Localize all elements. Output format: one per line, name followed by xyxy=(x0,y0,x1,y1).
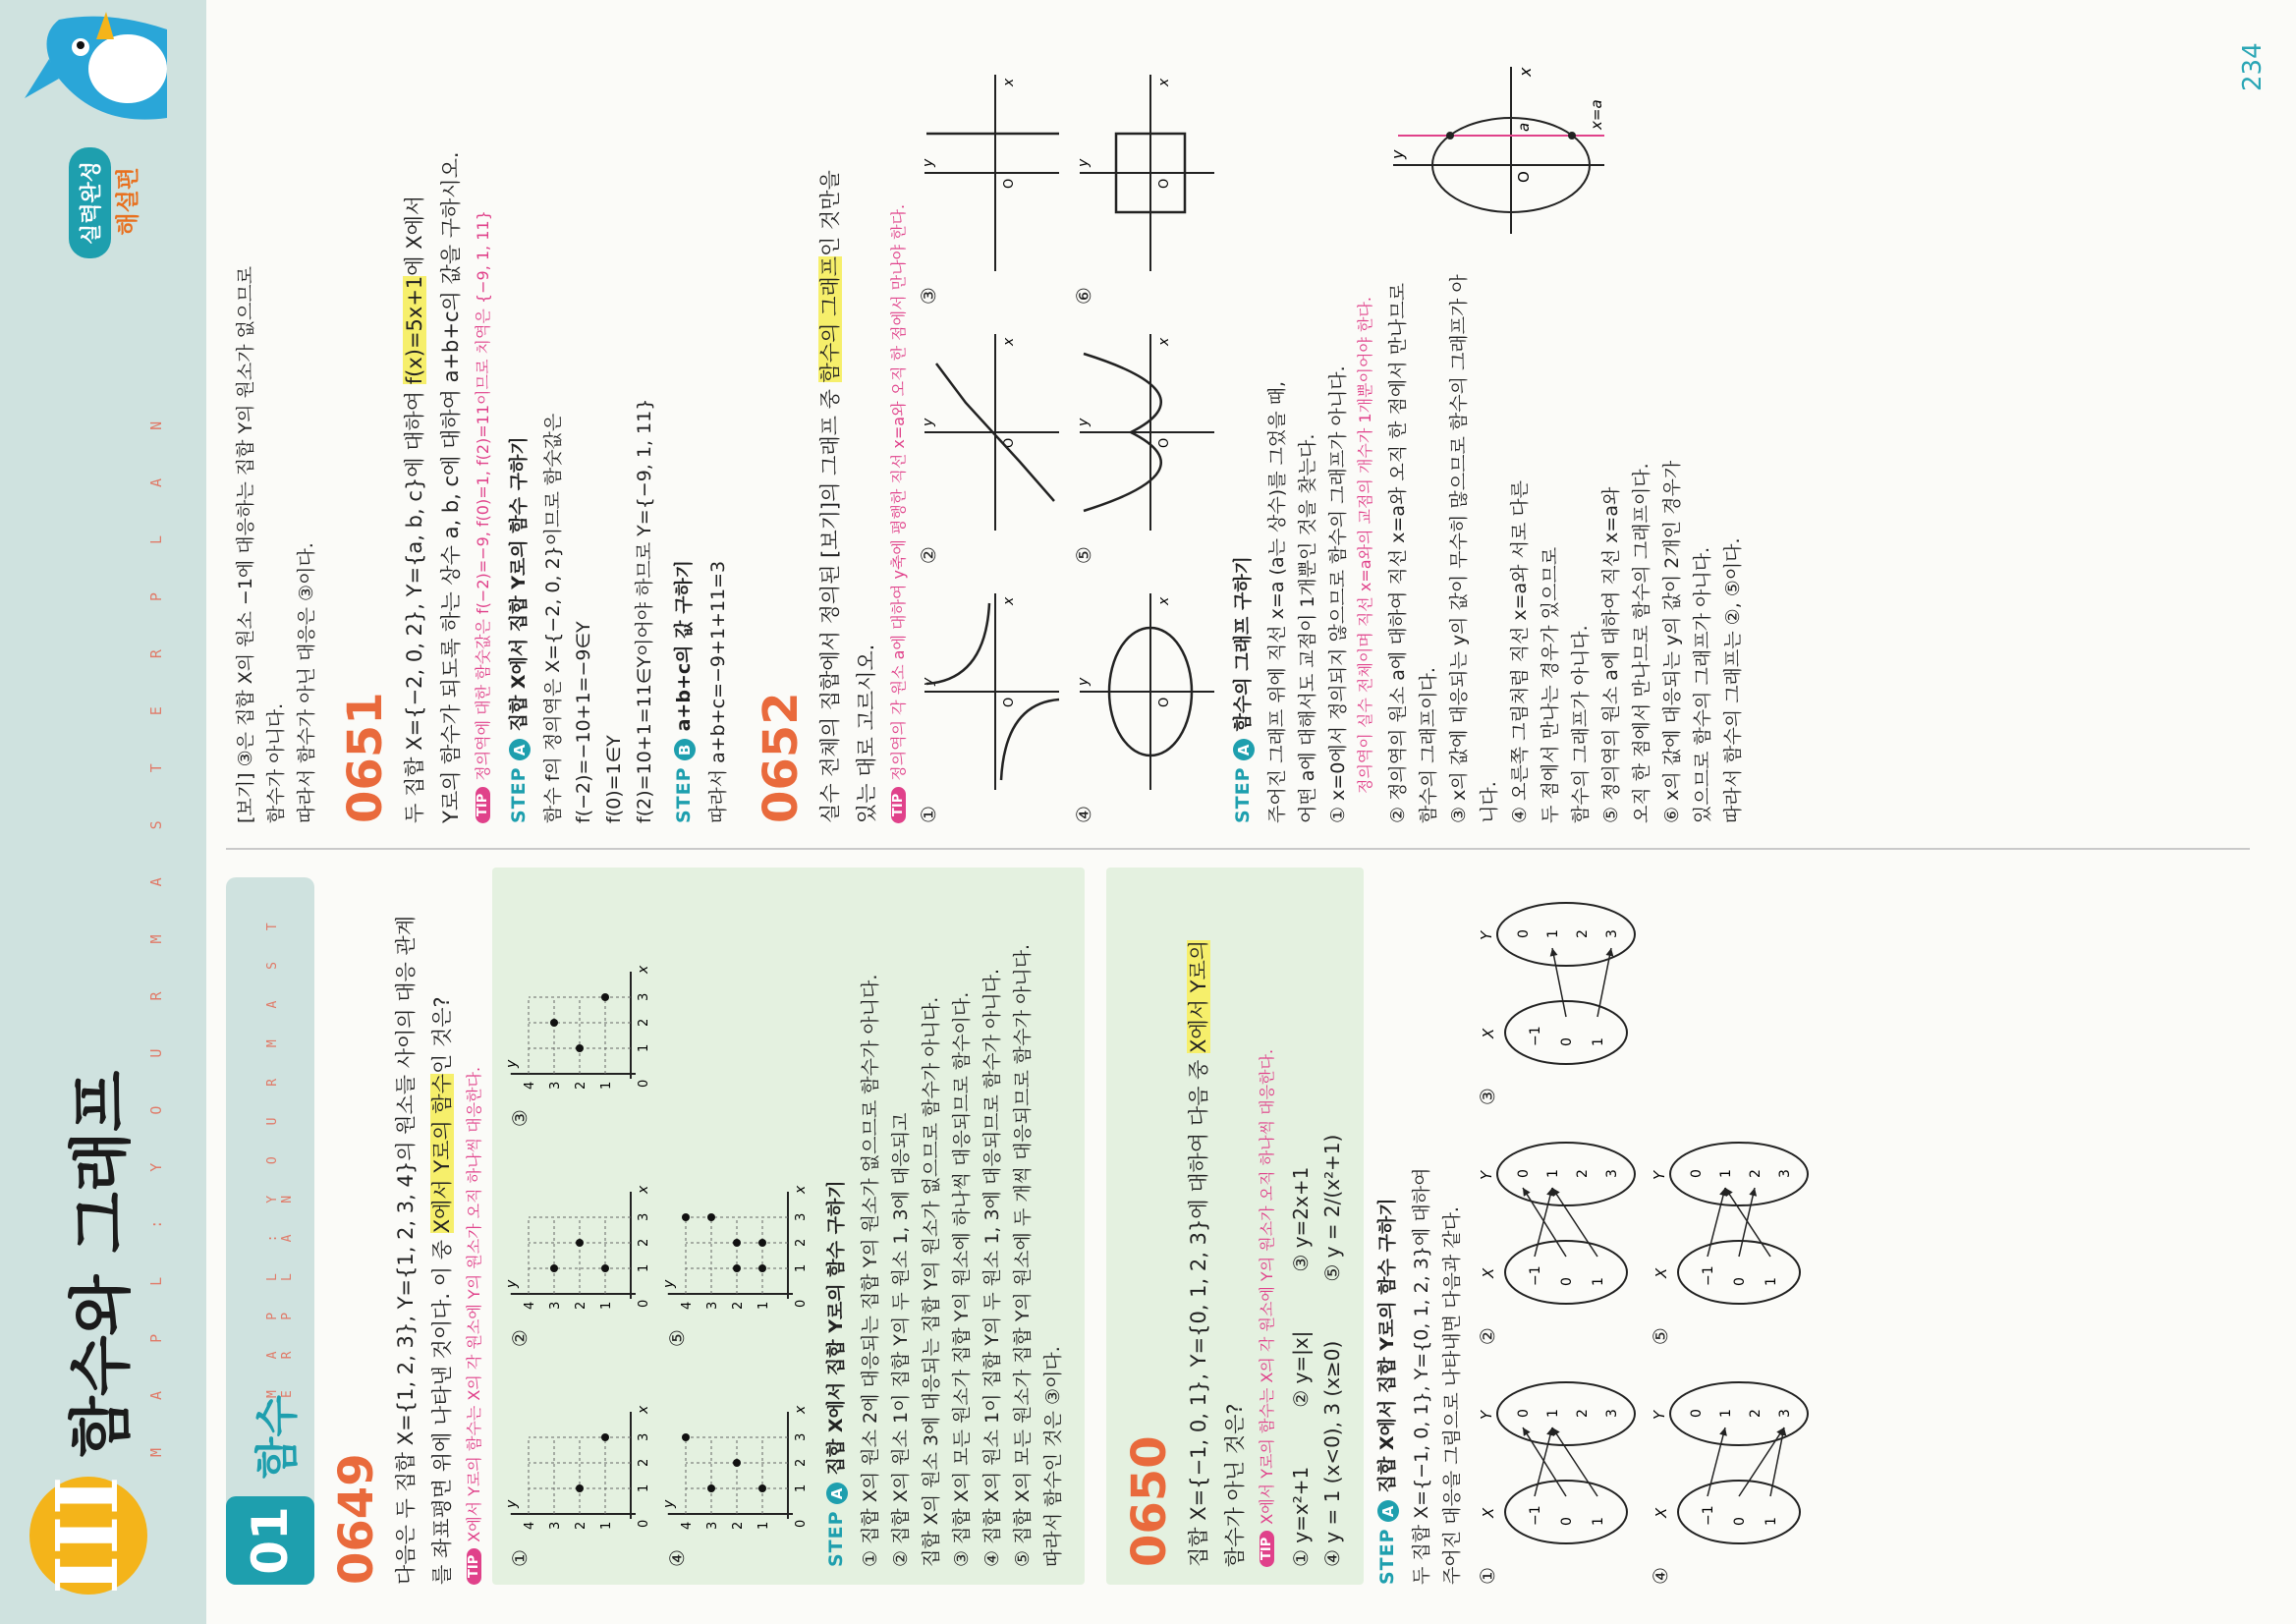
badge-sub-label: 해설편 xyxy=(114,167,141,236)
svg-text:1: 1 xyxy=(1545,1409,1561,1419)
highlight: f(x)=5x+1 xyxy=(403,275,426,385)
svg-text:1: 1 xyxy=(1591,1517,1606,1527)
ellipse-aux-figure xyxy=(1383,57,1609,244)
svg-text:4: 4 xyxy=(680,1521,695,1531)
options-row xyxy=(1285,885,1316,1567)
solution-line: 함수의 그래프가 아니다. xyxy=(1570,625,1592,823)
svg-text:1: 1 xyxy=(1764,1277,1779,1287)
a-label: a xyxy=(1515,122,1533,132)
option-label: ③ xyxy=(508,1109,532,1128)
svg-text:3: 3 xyxy=(794,1432,809,1442)
svg-text:1: 1 xyxy=(1591,1037,1606,1047)
mapping-arrow xyxy=(1725,1188,1770,1257)
tip-badge: TIP xyxy=(476,787,490,823)
svg-text:O: O xyxy=(1157,178,1172,190)
svg-text:y: y xyxy=(504,1499,520,1509)
diagram-label: ① xyxy=(1476,1567,1499,1585)
solution-with-figure xyxy=(1383,37,1749,823)
diagram-label: ② xyxy=(1476,1327,1499,1346)
solution-line: 오직 한 점에서 만나므로 함수의 그래프이다. xyxy=(1631,463,1652,823)
badge-label: 실력완성 xyxy=(69,147,111,258)
svg-text:0: 0 xyxy=(1689,1169,1705,1179)
svg-text:1: 1 xyxy=(599,1081,614,1091)
step-header: STEP Ba+b+c의 값 구하기 xyxy=(673,559,695,823)
solution-line: 함수 f의 정의역은 X={−2, 0, 2}이므로 함숫값은 xyxy=(542,413,564,823)
mapping-arrow xyxy=(1739,1188,1755,1257)
tip: TIP정의역의 각 원소 a에 대하여 y축에 평행한 직선 x=a와 오직 한 점에서 만나야 한다. xyxy=(887,37,911,823)
svg-text:3: 3 xyxy=(705,1521,720,1531)
svg-text:2: 2 xyxy=(574,1301,588,1311)
svg-text:y: y xyxy=(661,1279,677,1289)
svg-text:y: y xyxy=(504,1059,520,1069)
svg-text:1: 1 xyxy=(637,1263,651,1273)
solution-line: 따라서 a+b+c=−9+1+11=3 xyxy=(707,560,729,823)
problem-number: 0652 xyxy=(754,692,809,823)
graph-label: ① xyxy=(917,806,940,823)
function-graph xyxy=(1072,324,1219,564)
svg-text:x: x xyxy=(636,1405,651,1415)
svg-text:1: 1 xyxy=(1591,1277,1606,1287)
question-text: 함수가 아닌 것은? xyxy=(1223,1403,1247,1567)
svg-text:O: O xyxy=(1157,437,1172,449)
mapping-arrow xyxy=(1552,948,1566,1017)
graph-label: ② xyxy=(917,546,940,565)
svg-text:1: 1 xyxy=(1545,1169,1561,1179)
svg-text:3: 3 xyxy=(1777,1169,1793,1179)
svg-text:1: 1 xyxy=(637,1043,651,1053)
svg-text:0: 0 xyxy=(1559,1517,1575,1527)
question-text: 두 집합 X={−2, 0, 2}, Y={a, b, c}에 대하여 f(x)=5x+1에 X에서 xyxy=(403,195,426,823)
problem-number: 0650 xyxy=(1122,1435,1177,1567)
tip-badge: TIP xyxy=(891,787,906,823)
lattice-point xyxy=(601,1264,609,1272)
graph-label: ⑥ xyxy=(1072,287,1095,306)
svg-text:0: 0 xyxy=(637,1519,651,1529)
solution-line: f(0)=1∈Y xyxy=(603,735,625,823)
svg-text:0: 0 xyxy=(794,1299,809,1309)
svg-text:y: y xyxy=(1076,677,1092,687)
mapping-diagram xyxy=(1476,1365,1643,1585)
svg-text:3: 3 xyxy=(548,1301,563,1311)
continued-line: 함수가 아니다. xyxy=(265,702,287,823)
svg-text:0: 0 xyxy=(1559,1277,1575,1287)
mapping-arrow xyxy=(1535,1188,1552,1257)
solution-line: 주어진 대응을 그림으로 나타내면 다음과 같다. xyxy=(1441,1206,1463,1585)
svg-text:0: 0 xyxy=(1516,1409,1532,1419)
lattice-point xyxy=(733,1239,741,1247)
lattice-point xyxy=(707,1484,715,1492)
option-label: ⑤ xyxy=(665,1329,689,1348)
section-tab xyxy=(226,877,314,1585)
svg-text:y: y xyxy=(661,1499,677,1509)
svg-text:Y: Y xyxy=(1651,1410,1668,1421)
svg-text:0: 0 xyxy=(637,1079,651,1089)
option-label: ② xyxy=(508,1329,532,1348)
svg-text:4: 4 xyxy=(523,1521,537,1531)
svg-text:−1: −1 xyxy=(1528,1265,1543,1287)
lattice-graph xyxy=(661,1166,812,1323)
svg-text:2: 2 xyxy=(794,1238,809,1248)
option-box xyxy=(492,868,1085,1585)
continued-line: [보기] ③은 집합 X의 원소 −1에 대응하는 집합 Y의 원소가 없으므로 xyxy=(235,265,256,823)
step-badge: A xyxy=(826,1483,848,1504)
option-graph xyxy=(504,1166,655,1348)
svg-text:3: 3 xyxy=(705,1301,720,1311)
tip-badge: TIP xyxy=(467,1548,481,1585)
svg-text:0: 0 xyxy=(794,1519,809,1529)
svg-text:X: X xyxy=(1480,1267,1497,1279)
problem-0651 xyxy=(338,37,734,823)
svg-text:3: 3 xyxy=(637,1212,651,1222)
svg-text:y: y xyxy=(921,418,936,427)
tip: TIP정의역에 대한 함숫값은 f(−2)=−9, f(0)=1, f(2)=11이므로 치역은 {−9, 1, 11} xyxy=(472,37,495,823)
lattice-point xyxy=(682,1433,690,1441)
option-label: ④ xyxy=(665,1549,689,1567)
svg-text:x: x xyxy=(1156,337,1172,347)
mapping-diagram xyxy=(1476,1125,1643,1345)
svg-text:1: 1 xyxy=(794,1263,809,1273)
lattice-point xyxy=(733,1264,741,1272)
option-box xyxy=(1106,868,1364,1585)
tip: TIPX에서 Y로의 함수는 X의 각 원소에 Y의 원소가 오직 하나씩 대응한다. xyxy=(463,868,486,1585)
lattice-point xyxy=(550,1264,558,1272)
lattice-point xyxy=(758,1239,766,1247)
solution-line: ⑤ 집합 X의 모든 원소가 집합 Y의 원소에 두 개씩 대응되므로 함수가 아니다. xyxy=(1012,943,1034,1567)
svg-text:1: 1 xyxy=(599,1301,614,1311)
tip-badge: TIP xyxy=(1260,1531,1274,1567)
mapping-diagram xyxy=(1649,1365,1816,1585)
lattice-point xyxy=(601,1433,609,1441)
problem-0650 xyxy=(1106,868,1816,1585)
lattice-point xyxy=(576,1044,584,1052)
highlight: 함수의 그래프 xyxy=(818,256,842,383)
svg-text:2: 2 xyxy=(1748,1169,1764,1179)
svg-text:O: O xyxy=(1002,178,1017,190)
svg-text:1: 1 xyxy=(756,1521,771,1531)
svg-text:2: 2 xyxy=(637,1238,651,1248)
svg-text:0: 0 xyxy=(1732,1277,1748,1287)
graph-label: ③ xyxy=(917,287,940,306)
tip: TIPX에서 Y로의 함수는 X의 각 원소에 Y의 원소가 오직 하나씩 대응한다. xyxy=(1256,885,1279,1567)
axis-y-label: y xyxy=(1388,149,1407,159)
mascot-bird-icon xyxy=(20,10,187,138)
solution-line: 있으므로 함수의 그래프가 아니다. xyxy=(1692,546,1713,823)
options-row xyxy=(1316,885,1348,1567)
solution-line: ⑤ 정의역의 원소 a에 대하여 직선 x=a와 xyxy=(1600,486,1622,823)
svg-text:3: 3 xyxy=(1604,1169,1620,1179)
graph-label: ④ xyxy=(1072,806,1095,823)
solution-line: 어떤 a에 대해서도 교점이 1개뿐인 것을 찾는다. xyxy=(1297,433,1318,823)
continued-line: 따라서 함수가 아닌 대응은 ③이다. xyxy=(296,542,317,823)
option-graph xyxy=(661,1166,812,1348)
svg-text:x: x xyxy=(1001,596,1017,606)
svg-text:−1: −1 xyxy=(1701,1265,1716,1287)
highlight: X에서 Y로의 함수 xyxy=(430,1074,454,1234)
option-5: ⑤ y = 2/(x²+1) xyxy=(1320,1134,1344,1282)
chapter-header xyxy=(0,0,206,1624)
graph-label: ⑤ xyxy=(1072,546,1095,565)
svg-text:2: 2 xyxy=(1748,1409,1764,1419)
solution-line: 따라서 함수인 것은 ③이다. xyxy=(1042,1346,1064,1567)
lattice-point xyxy=(758,1484,766,1492)
section-number: 01 xyxy=(226,1496,314,1585)
step-header: STEP A함수의 그래프 구하기 xyxy=(1232,555,1254,823)
question-text: 실수 전체의 집합에서 정의된 [보기]의 그래프 중 함수의 그래프인 것만을 xyxy=(818,170,842,823)
svg-text:x: x xyxy=(793,1405,809,1415)
svg-text:2: 2 xyxy=(1575,1169,1591,1179)
column-divider xyxy=(226,848,2250,850)
lattice-graph xyxy=(504,1166,655,1323)
solution-line: ④ 집합 X의 원소 1이 집합 Y의 두 원소 1, 3에 대응되므로 함수가 아니다. xyxy=(981,968,1003,1567)
lattice-graph xyxy=(661,1386,812,1543)
svg-text:0: 0 xyxy=(1689,1409,1705,1419)
svg-text:x: x xyxy=(1001,78,1017,87)
svg-text:y: y xyxy=(1076,418,1092,427)
highlight: X에서 Y로의 xyxy=(1187,939,1210,1053)
step-badge: A xyxy=(1233,739,1255,760)
svg-text:x: x xyxy=(636,965,651,975)
svg-text:2: 2 xyxy=(637,1458,651,1468)
svg-text:Y: Y xyxy=(1478,931,1495,941)
lattice-point xyxy=(601,993,609,1001)
solution-line: ④ 오른쪽 그림처럼 직선 x=a와 서로 다른 xyxy=(1509,479,1531,823)
svg-text:2: 2 xyxy=(731,1521,746,1531)
svg-text:O: O xyxy=(1157,697,1172,708)
svg-text:1: 1 xyxy=(1718,1409,1734,1419)
brand-line: M A P L : Y O U R M A S T E R P L A N xyxy=(147,401,165,1457)
svg-text:−1: −1 xyxy=(1528,1026,1543,1047)
mapping-diagrams xyxy=(1476,868,1816,1585)
mapping-diagram xyxy=(1649,1125,1816,1345)
svg-text:1: 1 xyxy=(756,1301,771,1311)
svg-text:4: 4 xyxy=(680,1301,695,1311)
lattice-graph xyxy=(504,1386,655,1543)
svg-text:2: 2 xyxy=(731,1301,746,1311)
svg-text:0: 0 xyxy=(1732,1517,1748,1527)
svg-text:x: x xyxy=(1001,337,1017,347)
mapping-arrow xyxy=(1708,1428,1725,1496)
right-column xyxy=(231,37,1749,823)
lattice-point xyxy=(576,1239,584,1247)
svg-text:3: 3 xyxy=(1604,1409,1620,1419)
solution-lines xyxy=(1383,273,1749,823)
svg-text:X: X xyxy=(1652,1267,1670,1279)
option-graph xyxy=(504,1386,655,1567)
svg-text:Y: Y xyxy=(1478,1410,1495,1421)
svg-text:1: 1 xyxy=(1718,1169,1734,1179)
svg-text:2: 2 xyxy=(574,1081,588,1091)
step-badge: A xyxy=(509,739,531,760)
option-4: ④ y = 1 (x<0), 3 (x≥0) xyxy=(1320,1340,1344,1567)
svg-text:x: x xyxy=(1156,596,1172,606)
function-graph xyxy=(917,324,1064,564)
lattice-graph xyxy=(504,946,655,1103)
mapping-diagram xyxy=(1476,885,1643,1105)
mapping-arrow xyxy=(1708,1188,1725,1257)
svg-text:3: 3 xyxy=(637,992,651,1002)
svg-text:3: 3 xyxy=(794,1212,809,1222)
problem-0652 xyxy=(754,37,1749,823)
option-graph xyxy=(661,1386,812,1567)
solution-line: 주어진 그래프 위에 직선 x=a (a는 상수)를 그었을 때, xyxy=(1266,380,1288,823)
solution-line: ② 집합 X의 원소 1이 집합 Y의 두 원소 1, 3에 대응되고 xyxy=(890,1112,912,1567)
option-grid xyxy=(504,885,812,1567)
solution-line: 함수의 그래프이다. xyxy=(1418,667,1439,823)
svg-text:1: 1 xyxy=(637,1484,651,1493)
left-column xyxy=(329,868,1816,1585)
svg-text:y: y xyxy=(921,677,936,687)
svg-text:2: 2 xyxy=(1575,929,1591,939)
svg-text:X: X xyxy=(1652,1507,1670,1519)
solution-line: ③ 집합 X의 모든 원소가 집합 Y의 원소에 하나씩 대응되므로 함수이다. xyxy=(951,991,973,1567)
origin-label: O xyxy=(1515,171,1533,183)
solution-line: 두 집합 X={−1, 0, 1}, Y={0, 1, 2, 3}에 대하여 xyxy=(1411,1167,1432,1585)
question-text: Y로의 함수가 되도록 하는 상수 a, b, c에 대하여 a+b+c의 값을 구하시오. xyxy=(439,151,463,823)
svg-text:−1: −1 xyxy=(1701,1505,1716,1527)
lattice-point xyxy=(550,1019,558,1027)
solution-line: f(−2)=−10+1=−9∈Y xyxy=(573,621,594,823)
problem-0649 xyxy=(329,868,1085,1585)
section-title: 함수 xyxy=(252,1394,303,1479)
problem-0650-continued xyxy=(231,37,322,823)
question-text: 집합 X={−1, 0, 1}, Y={0, 1, 2, 3}에 대하여 다음 중 X에서 Y로의 xyxy=(1187,939,1210,1567)
step-badge: A xyxy=(1377,1500,1399,1522)
svg-text:X: X xyxy=(1480,1028,1497,1039)
question-text: 를 좌표평면 위에 나타낸 것이다. 이 중 X에서 Y로의 함수인 것은? xyxy=(430,996,454,1585)
lattice-point xyxy=(682,1213,690,1221)
svg-text:1: 1 xyxy=(1764,1517,1779,1527)
axis-x-label: x xyxy=(1516,67,1535,77)
problem-number: 0651 xyxy=(338,692,393,823)
svg-text:0: 0 xyxy=(1516,1169,1532,1179)
svg-text:y: y xyxy=(504,1279,520,1289)
question-text: 있는 대로 고르시오. xyxy=(855,644,878,823)
solution-line: ③ x의 값에 대응되는 y의 값이 무수히 많으므로 함수의 그래프가 아니다. xyxy=(1448,274,1500,823)
svg-text:−1: −1 xyxy=(1528,1505,1543,1527)
solution-line: 따라서 함수의 그래프는 ②, ⑤이다. xyxy=(1722,537,1744,823)
svg-text:3: 3 xyxy=(637,1432,651,1442)
step-badge: B xyxy=(674,739,696,760)
mapping-arrow xyxy=(1597,948,1611,1017)
svg-text:1: 1 xyxy=(1545,929,1561,939)
solution-lines xyxy=(856,885,1069,1567)
lattice-point xyxy=(758,1264,766,1272)
solution-line: 두 점에서 만나는 경우가 있으므로 xyxy=(1540,546,1561,823)
solution-line: f(2)=10+1=11∈Y이어야 하므로 Y={−9, 1, 11} xyxy=(634,398,655,823)
step-header: STEP A집합 X에서 집합 Y로의 함수 구하기 xyxy=(825,1180,847,1567)
chapter-title: 함수와 그래프 xyxy=(66,1070,139,1457)
lattice-point xyxy=(733,1459,741,1467)
question-text: 다음은 두 집합 X={1, 2, 3}, Y={1, 2, 3, 4}의 원소들 사이의 대응 관계 xyxy=(394,915,418,1585)
svg-text:2: 2 xyxy=(574,1521,588,1531)
solution-line: ① 집합 X의 원소 2에 대응되는 집합 Y의 원소가 없으므로 함수가 아니다. xyxy=(860,974,881,1567)
svg-text:2: 2 xyxy=(637,1018,651,1028)
svg-text:O: O xyxy=(1002,437,1017,449)
svg-text:O: O xyxy=(1002,697,1017,708)
svg-text:0: 0 xyxy=(637,1299,651,1309)
solution-line: ① x=0에서 정의되지 않으므로 함수의 그래프가 아니다. xyxy=(1327,365,1349,823)
chapter-roman-numeral: III xyxy=(29,1477,147,1595)
function-graph xyxy=(917,584,1064,823)
function-graph xyxy=(1072,584,1219,823)
svg-text:3: 3 xyxy=(548,1521,563,1531)
svg-text:X: X xyxy=(1480,1507,1497,1519)
svg-text:x: x xyxy=(793,1185,809,1195)
svg-text:2: 2 xyxy=(1575,1409,1591,1419)
option-graph xyxy=(504,946,655,1128)
diagram-label: ④ xyxy=(1649,1567,1672,1585)
problem-number: 0649 xyxy=(329,1453,384,1585)
svg-text:y: y xyxy=(921,158,936,168)
lattice-point xyxy=(576,1484,584,1492)
svg-text:Y: Y xyxy=(1651,1170,1668,1181)
step-header: STEP A집합 X에서 집합 Y로의 함수 구하기 xyxy=(1376,1198,1398,1585)
page-number: 234 xyxy=(2238,42,2268,91)
mapping-arrow xyxy=(1535,1428,1552,1496)
svg-text:3: 3 xyxy=(1604,929,1620,939)
section-subtitle: M A P L : Y O U R M A S T E R P L A N xyxy=(265,911,295,1398)
function-graph xyxy=(1072,65,1219,305)
solution-line: 집합 X의 원소 3에 대응되는 집합 Y의 원소가 없으므로 함수가 아니다. xyxy=(921,996,942,1567)
step-header: STEP A집합 X에서 집합 Y로의 함수 구하기 xyxy=(508,436,530,823)
svg-text:3: 3 xyxy=(1777,1409,1793,1419)
svg-text:x: x xyxy=(1156,78,1172,87)
function-graph xyxy=(917,65,1064,305)
svg-text:1: 1 xyxy=(794,1484,809,1493)
svg-text:4: 4 xyxy=(523,1081,537,1091)
svg-text:2: 2 xyxy=(794,1458,809,1468)
lattice-point xyxy=(707,1213,715,1221)
diagram-label: ⑤ xyxy=(1649,1327,1672,1346)
svg-text:3: 3 xyxy=(548,1081,563,1091)
diagram-label: ③ xyxy=(1476,1088,1499,1106)
graph-options xyxy=(917,37,1219,823)
option-label: ① xyxy=(508,1549,532,1567)
svg-text:Y: Y xyxy=(1478,1170,1495,1181)
solution-line: ⑥ x의 값에 대응되는 y의 값이 2개인 경우가 xyxy=(1661,460,1683,823)
x-eq-a-label: x=a xyxy=(1588,99,1605,130)
option-3: ③ y=2x+1 xyxy=(1289,1166,1313,1272)
svg-text:1: 1 xyxy=(599,1521,614,1531)
svg-text:0: 0 xyxy=(1559,1037,1575,1047)
option-1: ① y=x²+1 xyxy=(1289,1466,1313,1567)
svg-text:0: 0 xyxy=(1516,929,1532,939)
svg-text:x: x xyxy=(636,1185,651,1195)
option-2: ② y=|x| xyxy=(1289,1330,1313,1408)
svg-text:4: 4 xyxy=(523,1301,537,1311)
solution-line: ② 정의역의 원소 a에 대하여 직선 x=a와 오직 한 점에서 만나므로 xyxy=(1387,282,1409,823)
tip-note: 정의역이 실수 전체이며 직선 x=a와의 교점의 개수가 1개뿐이어야 한다. xyxy=(1356,297,1374,794)
svg-text:y: y xyxy=(1076,158,1092,168)
